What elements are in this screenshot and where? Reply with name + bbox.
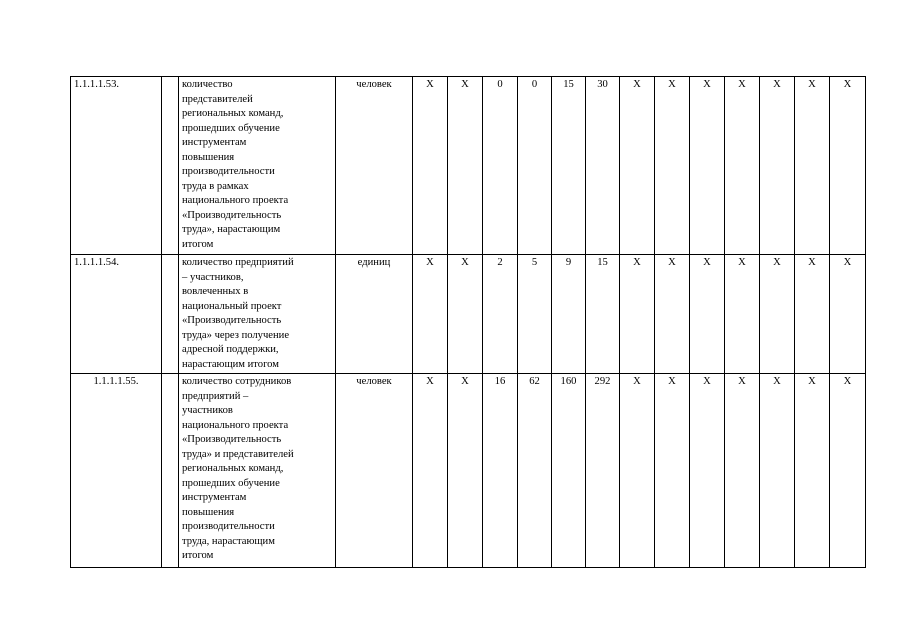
row-unit: человек: [336, 374, 413, 568]
desc-line: предприятий –: [182, 390, 249, 402]
desc-line: «Производительность: [182, 434, 282, 445]
table-row: [71, 77, 866, 255]
desc-line: «Производительность: [182, 209, 282, 221]
row-description: [179, 255, 336, 374]
desc-line: представителей: [182, 93, 253, 105]
desc-line: инструментам: [182, 492, 247, 503]
value-cell: Х: [690, 374, 725, 568]
desc-line: вовлеченных в: [182, 286, 249, 297]
desc-line: прошедших обучение: [182, 122, 280, 134]
row-description: [179, 77, 336, 255]
table-row: [71, 374, 866, 568]
desc-line: количество предприятий: [182, 257, 294, 268]
row-description: [179, 374, 336, 568]
value-cell: 2: [483, 255, 518, 374]
value-cell: Х: [795, 255, 830, 374]
value-cell: 5: [518, 255, 552, 374]
desc-line: производительности: [182, 521, 275, 532]
row-code: 1.1.1.1.55.: [71, 374, 162, 568]
value-cell: Х: [760, 374, 795, 568]
table-body: [71, 77, 866, 568]
value-cell: Х: [448, 77, 483, 255]
value-cell: 292: [586, 374, 620, 568]
blank-cell: [162, 255, 179, 374]
value-cell: Х: [725, 77, 760, 255]
desc-line: количество: [182, 79, 233, 90]
blank-cell: [162, 374, 179, 568]
value-cell: Х: [655, 255, 690, 374]
desc-line: нарастающим итогом: [182, 358, 279, 370]
desc-line: труда» через получение: [182, 329, 290, 341]
value-cell: Х: [620, 255, 655, 374]
desc-line: прошедших обучение: [182, 477, 280, 489]
value-cell: 30: [586, 77, 620, 255]
value-cell: Х: [760, 255, 795, 374]
row-unit: человек: [336, 77, 413, 255]
desc-line: участников: [182, 405, 233, 416]
desc-line: труда» и представителей: [182, 448, 294, 460]
value-cell: Х: [690, 255, 725, 374]
desc-line: производительности: [182, 166, 275, 177]
desc-line: региональных команд,: [182, 108, 284, 119]
desc-line: региональных команд,: [182, 463, 284, 474]
row-unit: единиц: [336, 255, 413, 374]
desc-line: количество сотрудников: [182, 376, 292, 387]
value-cell: 160: [552, 374, 586, 568]
value-cell: Х: [413, 374, 448, 568]
desc-line: повышения: [182, 506, 235, 518]
value-cell: Х: [830, 77, 866, 255]
value-cell: 0: [518, 77, 552, 255]
value-cell: Х: [620, 77, 655, 255]
indicators-table: [70, 76, 866, 568]
value-cell: 0: [483, 77, 518, 255]
blank-cell: [162, 77, 179, 255]
row-code: 1.1.1.1.53.: [71, 77, 162, 255]
value-cell: 15: [586, 255, 620, 374]
value-cell: Х: [655, 374, 690, 568]
desc-line: национальный проект: [182, 300, 282, 312]
desc-line: повышения: [182, 151, 235, 163]
value-cell: Х: [448, 255, 483, 374]
row-code: 1.1.1.1.54.: [71, 255, 162, 374]
desc-line: труда в рамках: [182, 180, 249, 192]
value-cell: Х: [725, 255, 760, 374]
value-cell: Х: [413, 77, 448, 255]
value-cell: Х: [690, 77, 725, 255]
desc-line: инструментам: [182, 137, 247, 148]
value-cell: 16: [483, 374, 518, 568]
value-cell: Х: [795, 77, 830, 255]
desc-line: «Производительность: [182, 315, 282, 326]
desc-line: труда», нарастающим: [182, 224, 281, 235]
value-cell: Х: [413, 255, 448, 374]
value-cell: 9: [552, 255, 586, 374]
value-cell: Х: [760, 77, 795, 255]
value-cell: Х: [448, 374, 483, 568]
value-cell: Х: [620, 374, 655, 568]
desc-line: труда, нарастающим: [182, 535, 275, 547]
desc-line: адресной поддержки,: [182, 344, 279, 355]
value-cell: 15: [552, 77, 586, 255]
desc-line: итогом: [182, 550, 214, 561]
value-cell: Х: [830, 255, 866, 374]
value-cell: Х: [655, 77, 690, 255]
desc-line: – участников,: [182, 271, 244, 283]
desc-line: национального проекта: [182, 195, 289, 206]
value-cell: Х: [795, 374, 830, 568]
value-cell: Х: [725, 374, 760, 568]
table-row: [71, 255, 866, 374]
value-cell: Х: [830, 374, 866, 568]
value-cell: 62: [518, 374, 552, 568]
desc-line: национального проекта: [182, 419, 289, 431]
desc-line: итогом: [182, 238, 214, 250]
